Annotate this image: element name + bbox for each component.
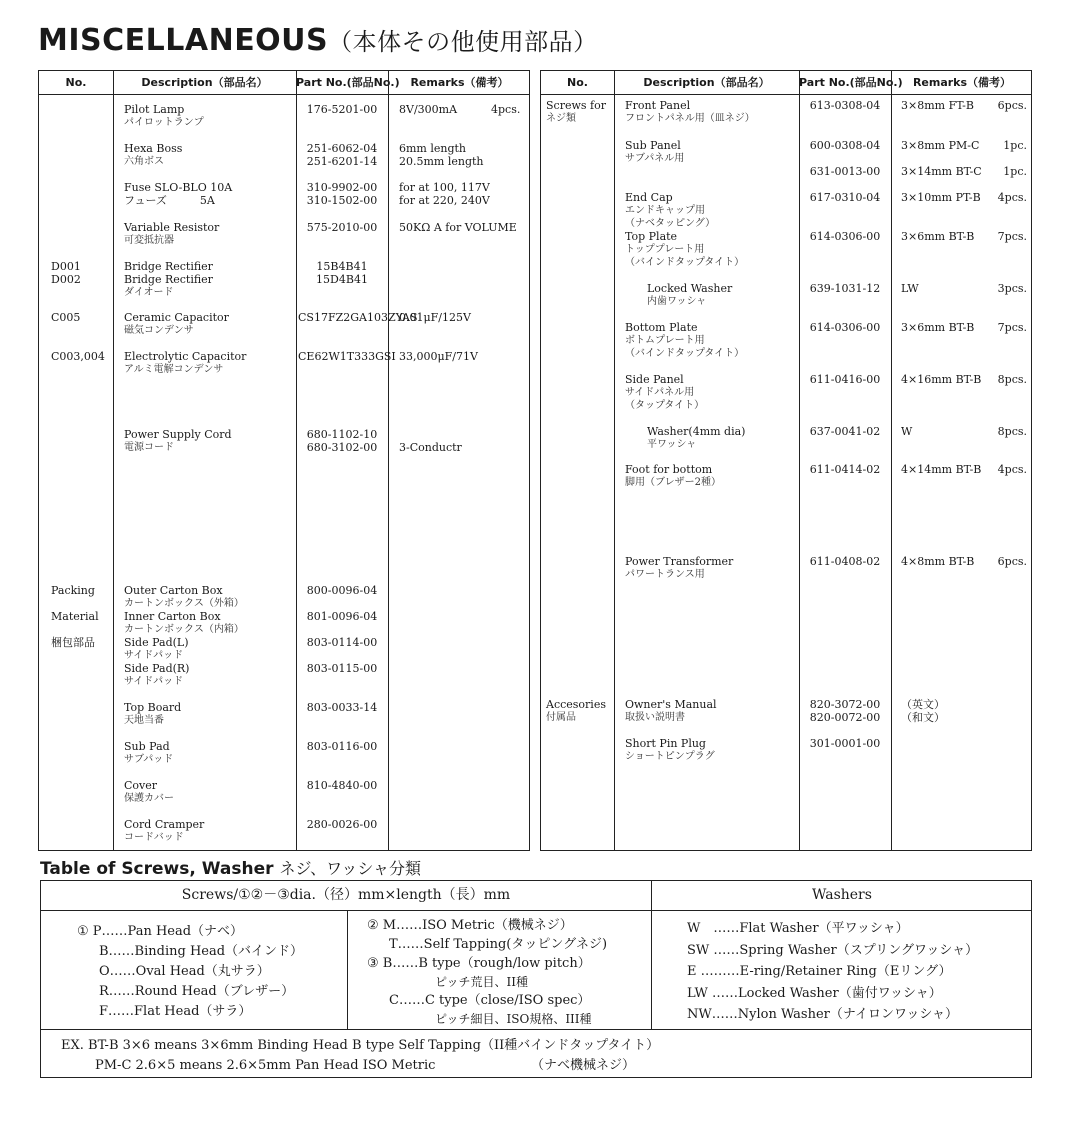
right-row-part-no: 600-0308-04: [809, 139, 881, 152]
left-row-part-no: 680-3102-00: [306, 441, 378, 454]
left-row-part-no: 176-5201-00: [306, 103, 378, 116]
right-row-quantity: 6pcs.: [997, 555, 1027, 568]
left-row-description: Cord Cramper: [124, 818, 205, 831]
left-row-part-no: 803-0116-00: [306, 740, 378, 753]
right-row-group-jp: 付属品: [546, 712, 576, 723]
left-row-remarks: for at 220, 240V: [399, 194, 490, 207]
right-row-description-jp: パワートランス用: [625, 569, 705, 580]
left-row-description-jp: カートンボックス（内箱）: [124, 624, 244, 635]
screws-header: Screws/①②－③dia.（径）mm×length（長）mm: [181, 887, 511, 903]
left-row-remarks: 6mm length: [399, 142, 467, 155]
right-row-description-jp: サイドパネル用: [625, 387, 695, 398]
right-row-part-no: 614-0306-00: [809, 321, 881, 334]
right-row-description-jp: 内歯ワッシャ: [647, 296, 707, 307]
left-row-part-no: 251-6201-14: [306, 155, 378, 168]
left-row-part-no: 575-2010-00: [306, 221, 378, 234]
screw-table-title-jp: ネジ、ワッシャ分類: [279, 859, 422, 878]
example-line-2-jp: （ナベ機械ネジ）: [531, 1058, 636, 1073]
screw-washer-table: [40, 880, 1032, 1078]
left-row-description: Fuse SLO-BLO 10A: [124, 181, 233, 194]
right-row-description-jp: フロントパネル用（皿ネジ）: [625, 113, 755, 124]
left-row-part-no: 803-0114-00: [306, 636, 378, 649]
right-row-description: Locked Washer: [647, 282, 733, 295]
left-row-part-no: 251-6062-04: [306, 142, 378, 155]
left-row-description: フューズ 5A: [124, 194, 215, 207]
left-row-description: Inner Carton Box: [124, 610, 221, 623]
right-row-description: Power Transformer: [625, 555, 734, 568]
right-row-part-no: 820-3072-00: [809, 698, 881, 711]
left-row-description: Top Board: [124, 701, 182, 714]
right-row-description-jp: （バインドタップタイト）: [625, 257, 745, 268]
right-row-remarks: 4×8mm BT-B: [901, 555, 975, 568]
right-row-quantity: 4pcs.: [997, 191, 1027, 204]
left-row-description: Ceramic Capacitor: [124, 311, 229, 324]
washers-header: Washers: [812, 887, 872, 903]
right-row-remarks: 3×8mm FT-B: [901, 99, 974, 112]
left-row-description: Power Supply Cord: [124, 428, 232, 441]
washer-lw: LW ……Locked Washer（歯付ワッシャ）: [687, 986, 942, 1001]
screw-pitch-b-jp: ピッチ荒目、II種: [435, 975, 529, 989]
left-row-part-no: 280-0026-00: [306, 818, 378, 831]
right-row-remarks: （和文）: [901, 711, 945, 724]
left-header-no: No.: [65, 76, 87, 89]
screw-head-r: R……Round Head（ブレザー）: [99, 984, 295, 999]
right-row-quantity: 4pcs.: [997, 463, 1027, 476]
right-row-part-no: 611-0416-00: [809, 373, 881, 386]
screw-col-divider: [347, 910, 348, 1029]
left-row-description: Sub Pad: [124, 740, 170, 753]
screw-header-divider: [41, 910, 1031, 911]
left-row-description: Outer Carton Box: [124, 584, 223, 597]
left-row-ref: D001: [51, 260, 81, 273]
right-row-description: Front Panel: [625, 99, 691, 112]
left-row-description-jp: 可変抵抗器: [124, 235, 174, 246]
left-row-description-jp: ダイオード: [124, 287, 174, 298]
right-row-remarks: 3×6mm BT-B: [901, 230, 975, 243]
right-row-description: Washer(4mm dia): [647, 425, 746, 438]
right-row-quantity: 8pcs.: [997, 373, 1027, 386]
left-col-divider: [113, 71, 114, 850]
example-line-1: EX. BT-B 3×6 means 3×6mm Binding Head B type Self Tapping（II種バインドタップタイト）: [61, 1038, 660, 1053]
left-row-description: Side Pad(L): [124, 636, 189, 649]
right-row-description: Owner's Manual: [625, 698, 717, 711]
right-row-description: Foot for bottom: [625, 463, 713, 476]
left-row-ref: Material: [51, 610, 99, 623]
screw-col-divider: [651, 881, 652, 1029]
screw-pitch-c: C……C type（close/ISO spec）: [389, 993, 591, 1008]
left-row-part-no: 15B4B41: [316, 260, 368, 273]
right-col-divider: [799, 71, 800, 850]
right-row-description: Sub Panel: [625, 139, 681, 152]
left-parts-table: [38, 70, 530, 851]
right-row-quantity: 1pc.: [1003, 165, 1027, 178]
left-row-description-jp: 六角ボス: [124, 156, 164, 167]
left-row-description-jp: アルミ電解コンデンサ: [124, 364, 224, 375]
right-row-quantity: 7pcs.: [997, 230, 1027, 243]
right-row-remarks: 3×8mm PM-C: [901, 139, 980, 152]
washer-sw: SW ……Spring Washer（スプリングワッシャ）: [687, 943, 979, 958]
left-row-description-jp: カートンボックス（外箱）: [124, 598, 244, 609]
left-header-remarks: Remarks（備考）: [410, 76, 509, 89]
left-row-description: Bridge Rectifier: [124, 273, 213, 286]
left-row-remarks: 3-Conductr: [399, 441, 462, 454]
left-row-remarks: 0.01μF/125V: [399, 311, 471, 324]
right-row-part-no: 639-1031-12: [809, 282, 881, 295]
right-row-description-jp: 取扱い説明書: [625, 712, 685, 723]
right-row-part-no: 613-0308-04: [809, 99, 881, 112]
left-row-description-jp: サイドパッド: [124, 650, 184, 661]
left-row-description-jp: サブパッド: [124, 754, 174, 765]
left-row-description-jp: コードバッド: [124, 832, 184, 843]
page-title: [38, 22, 598, 58]
right-row-remarks: 3×10mm PT-B: [901, 191, 981, 204]
left-row-part-no: 801-0096-04: [306, 610, 378, 623]
left-header-description: Description（部品名）: [141, 76, 268, 89]
screw-type-m: ② M……ISO Metric（機械ネジ）: [367, 918, 573, 933]
right-row-description-jp: （バインドタップタイト）: [625, 348, 745, 359]
right-row-remarks: W: [901, 425, 913, 438]
right-parts-table: [540, 70, 1032, 851]
right-row-remarks: 4×14mm BT-B: [901, 463, 982, 476]
example-line-2: PM-C 2.6×5 means 2.6×5mm Pan Head ISO Metric: [95, 1058, 436, 1073]
right-row-description-jp: ショートピンプラグ: [625, 751, 715, 762]
right-row-quantity: 1pc.: [1003, 139, 1027, 152]
left-row-remarks: 33,000μF/71V: [399, 350, 478, 363]
right-row-part-no: 614-0306-00: [809, 230, 881, 243]
screw-type-t: T……Self Tapping(タッピングネジ): [389, 937, 608, 952]
left-row-remarks: 20.5mm length: [399, 155, 484, 168]
left-row-description-jp: サイドパッド: [124, 676, 184, 687]
right-row-quantity: 6pcs.: [997, 99, 1027, 112]
left-row-ref: C003,004: [51, 350, 105, 363]
left-row-part-no: 310-1502-00: [306, 194, 378, 207]
left-row-description-jp: 保護カバー: [124, 793, 174, 804]
left-row-remarks: for at 100, 117V: [399, 181, 490, 194]
left-row-description-jp: パイロットランプ: [124, 117, 204, 128]
screw-head-b: B……Binding Head（バインド）: [99, 944, 304, 959]
right-row-remarks: 3×6mm BT-B: [901, 321, 975, 334]
left-col-divider: [296, 71, 297, 850]
left-row-description-jp: 磁気コンデンサ: [124, 325, 194, 336]
right-row-description-jp: 平ワッシャ: [647, 439, 697, 450]
left-row-part-no: 15D4B41: [316, 273, 368, 286]
left-row-remarks: 8V/300mA: [399, 103, 458, 116]
left-row-ref: 梱包部品: [51, 636, 95, 649]
washer-nw: NW……Nylon Washer（ナイロンワッシャ）: [687, 1007, 959, 1022]
screw-head-f: F……Flat Head（サラ）: [99, 1004, 252, 1019]
right-row-description-jp: サブパネル用: [625, 153, 685, 164]
right-row-part-no: 631-0013-00: [809, 165, 881, 178]
right-header-description: Description（部品名）: [643, 76, 770, 89]
right-row-remarks: 3×14mm BT-C: [901, 165, 982, 178]
right-row-description-jp: （タップタイト）: [625, 400, 705, 411]
right-row-description: Top Plate: [625, 230, 678, 243]
screw-table-title: [40, 856, 421, 879]
left-row-description: Bridge Rectifier: [124, 260, 213, 273]
left-row-description-jp: 電源コード: [124, 442, 174, 453]
left-row-description: Electrolytic Capacitor: [124, 350, 247, 363]
screw-table-title-en: Table of Screws, Washer: [40, 859, 274, 879]
page-title-main: MISCELLANEOUS: [38, 23, 329, 58]
right-row-part-no: 301-0001-00: [809, 737, 881, 750]
right-row-part-no: 820-0072-00: [809, 711, 881, 724]
right-col-divider: [891, 71, 892, 850]
right-row-group-jp: ネジ類: [546, 113, 576, 124]
right-row-description: Side Panel: [625, 373, 684, 386]
left-row-part-no: CS17FZ2GA103ZYAS: [298, 311, 418, 324]
left-row-description: Pilot Lamp: [124, 103, 185, 116]
right-row-part-no: 611-0414-02: [809, 463, 881, 476]
right-row-description: Short Pin Plug: [625, 737, 706, 750]
screw-head-o: O……Oval Head（丸サラ）: [99, 964, 270, 979]
left-row-part-no: 803-0033-14: [306, 701, 378, 714]
right-row-description-jp: （ナベタッピング）: [625, 218, 716, 229]
left-row-description: Cover: [124, 779, 158, 792]
left-row-quantity: 4pcs.: [491, 103, 521, 116]
right-row-description-jp: トッププレート用: [625, 244, 705, 255]
washer-e: E ………E-ring/Retainer Ring（Eリング）: [687, 964, 952, 979]
left-row-ref: D002: [51, 273, 81, 286]
left-col-divider: [388, 71, 389, 850]
right-row-group: Accesories: [546, 698, 606, 711]
right-row-quantity: 7pcs.: [997, 321, 1027, 334]
left-row-part-no: 310-9902-00: [306, 181, 378, 194]
left-row-part-no: 810-4840-00: [306, 779, 378, 792]
right-row-description: End Cap: [625, 191, 673, 204]
left-row-ref: C005: [51, 311, 81, 324]
right-row-remarks: 4×16mm BT-B: [901, 373, 982, 386]
right-row-description-jp: エンドキャップ用: [625, 205, 705, 216]
left-row-part-no: 680-1102-10: [306, 428, 378, 441]
right-row-description-jp: ボトムプレート用: [625, 335, 705, 346]
right-header-part-no: Part No.(部品No.): [799, 76, 903, 89]
right-row-part-no: 617-0310-04: [809, 191, 881, 204]
right-header-remarks: Remarks（備考）: [912, 76, 1012, 89]
left-row-remarks: 50KΩ A for VOLUME: [399, 221, 517, 234]
left-row-part-no: 800-0096-04: [306, 584, 378, 597]
right-row-quantity: 8pcs.: [997, 425, 1027, 438]
left-row-description: Hexa Boss: [124, 142, 183, 155]
right-header-no: No.: [567, 76, 588, 89]
right-row-part-no: 611-0408-02: [809, 555, 881, 568]
right-row-part-no: 637-0041-02: [809, 425, 881, 438]
screw-pitch-c-jp: ピッチ細目、ISO規格、III種: [435, 1012, 592, 1026]
right-row-description: Bottom Plate: [625, 321, 698, 334]
left-row-ref: Packing: [51, 584, 95, 597]
left-row-description: Variable Resistor: [124, 221, 220, 234]
left-row-part-no: CE62W1T333GSI: [298, 350, 396, 363]
page-title-jp: （本体その他使用部品）: [328, 28, 598, 56]
screw-head-p: ① P……Pan Head（ナベ）: [77, 924, 244, 939]
left-header-part-no: Part No.(部品No.): [296, 76, 400, 89]
right-row-description-jp: 脚用（ブレザー2種）: [625, 477, 721, 488]
right-row-group: Screws for: [546, 99, 606, 112]
screw-example-divider: [41, 1029, 1031, 1030]
screw-pitch-b: ③ B……B type（rough/low pitch）: [367, 956, 591, 971]
right-row-quantity: 3pcs.: [997, 282, 1027, 295]
washer-w: W ……Flat Washer（平ワッシャ）: [687, 921, 909, 936]
right-row-remarks: LW: [901, 282, 919, 295]
right-row-remarks: （英文）: [901, 698, 945, 711]
left-row-description-jp: 天地当番: [124, 715, 164, 726]
right-col-divider: [614, 71, 615, 850]
left-row-description: Side Pad(R): [124, 662, 190, 675]
left-row-part-no: 803-0115-00: [306, 662, 378, 675]
